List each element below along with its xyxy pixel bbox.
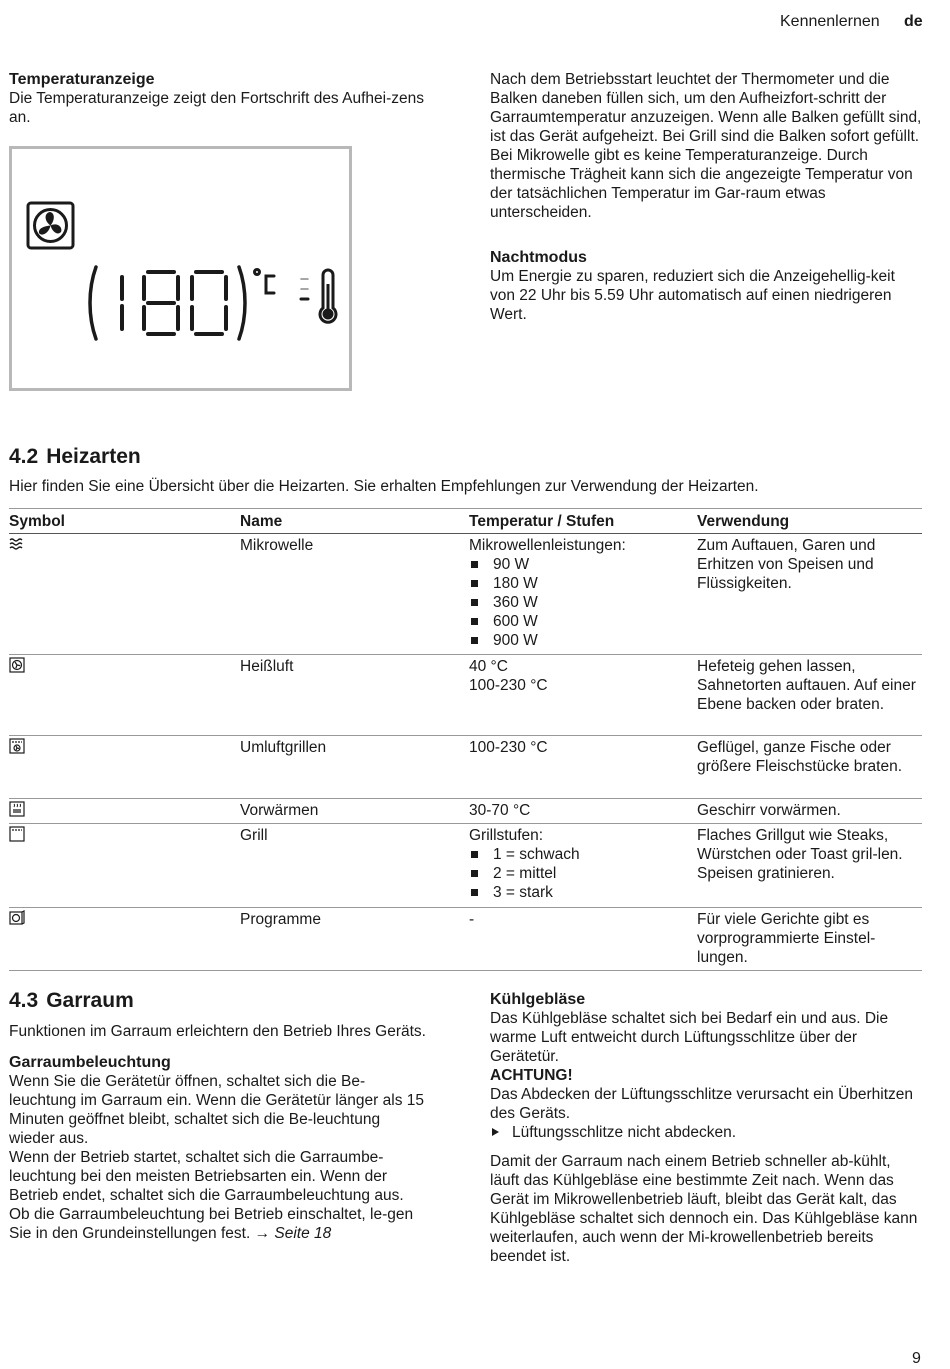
section-4-3-intro: Funktionen im Garraum erleichtern den Betrieb Ihres Geräts.	[9, 1023, 426, 1040]
display-svg	[12, 149, 349, 388]
table-header	[9, 508, 922, 534]
temp-label: Mikrowellenleistungen:	[469, 537, 626, 554]
row-temperature	[469, 738, 689, 757]
row-temperature	[469, 536, 689, 650]
fan-icon	[28, 203, 73, 248]
temp-display-section	[9, 70, 449, 127]
preheat-icon	[9, 801, 25, 817]
row-temperature	[469, 826, 689, 902]
row-usage: Hefeteig gehen lassen, Sahnetorten auftauen. Auf einer Ebene backen oder braten.	[697, 658, 916, 713]
section-4-3-heading	[9, 988, 429, 1014]
row-temperature	[469, 910, 689, 929]
row-name: Mikrowelle	[240, 537, 314, 554]
temp-display-text: Die Temperaturanzeige zeigt den Fortschrift des Aufhei-zens an.	[9, 90, 424, 126]
warning-action: Lüftungsschlitze nicht abdecken.	[490, 1123, 922, 1142]
row-name: Programme	[240, 911, 321, 928]
section-title: Garraum	[46, 989, 134, 1012]
heating-types-table	[9, 508, 922, 971]
lighting-paragraph-3	[9, 1205, 429, 1243]
table-row	[9, 534, 922, 655]
table-row	[9, 824, 922, 908]
list-item: 360 W	[469, 593, 689, 612]
cooling-fan-title: Kühlgebläse	[490, 991, 586, 1008]
temp-line: 40 °C	[469, 658, 508, 675]
row-usage: Geflügel, ganze Fische oder größere Fleischstücke braten.	[697, 739, 903, 775]
list-item: 600 W	[469, 612, 689, 631]
lighting-paragraph-1: Wenn Sie die Gerätetür öffnen, schaltet sich die Be-leuchtung im Garraum ein. Wenn die Gerätetür länger als 15 Minuten geöffnet bleibt, schaltet sich die Be-leuchtung wieder aus.	[9, 1073, 424, 1147]
microwave-icon	[9, 536, 25, 552]
header-language: de	[904, 13, 923, 30]
display-digits	[122, 272, 226, 334]
list-item: 3 = stark	[469, 883, 689, 902]
table-row	[9, 736, 922, 799]
air-grill-icon	[9, 738, 25, 754]
grill-icon	[9, 826, 25, 842]
warning-text: Das Abdecken der Lüftungsschlitze verursacht ein Überhitzen des Geräts.	[490, 1086, 914, 1122]
temp-display-explanation	[490, 70, 922, 222]
row-name: Umluftgrillen	[240, 739, 327, 756]
temperature-display-illustration	[9, 146, 352, 391]
section-4-2-intro: Hier finden Sie eine Übersicht über die Heizarten. Sie erhalten Empfehlungen zur Verwendung der Heizarten.	[9, 478, 759, 495]
table-row	[9, 799, 922, 824]
lighting-paragraph-2: Wenn der Betrieb startet, schaltet sich die Garraumbe-leuchtung bei den meisten Betriebsarten ein. Wenn der Betrieb endet, schaltet sich die Garraumbeleuchtung aus.	[9, 1149, 404, 1204]
header-usage: Verwendung	[697, 513, 790, 530]
list-item: 90 W	[469, 555, 689, 574]
section-4-2-heading	[9, 444, 141, 470]
section-number: 4.3	[9, 989, 39, 1012]
night-mode-text: Um Energie zu sparen, reduziert sich die Anzeigehellig-keit von 22 Uhr bis 5.59 Uhr automatisch auf einen niedrigeren Wert.	[490, 268, 895, 323]
list-item: 900 W	[469, 631, 689, 650]
header-section-title: Kennenlernen	[780, 13, 880, 30]
table-row	[9, 908, 922, 971]
row-name: Heißluft	[240, 658, 294, 675]
section-4-3	[9, 988, 429, 1243]
row-usage: Für viele Gerichte gibt es vorprogrammierte Einstel-lungen.	[697, 911, 876, 966]
reference-arrow: →	[254, 1225, 271, 1242]
header-name: Name	[240, 513, 283, 530]
list-item: 1 = schwach	[469, 845, 689, 864]
table-row	[9, 655, 922, 736]
section-number: 4.2	[9, 445, 39, 468]
row-usage: Flaches Grillgut wie Steaks, Würstchen oder Toast gril-len. Speisen gratinieren.	[697, 827, 903, 882]
row-name: Grill	[240, 827, 268, 844]
list-item: 180 W	[469, 574, 689, 593]
row-temperature	[469, 801, 689, 820]
warning-title: ACHTUNG!	[490, 1067, 573, 1084]
cooling-fan-section	[490, 990, 922, 1266]
row-usage: Geschirr vorwärmen.	[697, 802, 841, 819]
temp-display-title: Temperaturanzeige	[9, 71, 155, 88]
temp-line: -	[469, 911, 475, 928]
section-title: Heizarten	[46, 445, 141, 468]
list-item: 2 = mittel	[469, 864, 689, 883]
header-temperature: Temperatur / Stufen	[469, 513, 615, 530]
celsius-unit	[255, 270, 275, 294]
row-temperature	[469, 657, 689, 695]
row-usage: Zum Auftauen, Garen und Erhitzen von Speisen und Flüssigkeiten.	[697, 537, 876, 592]
thermometer-icon	[320, 270, 336, 322]
temp-line: 30-70 °C	[469, 802, 531, 819]
heating-progress-bars	[301, 279, 308, 299]
header-symbol: Symbol	[9, 513, 65, 530]
page-number: 9	[912, 1350, 921, 1367]
row-name: Vorwärmen	[240, 802, 319, 819]
temp-display-right-text: Nach dem Betriebsstart leuchtet der Thermometer und die Balken daneben füllen sich, um den Aufheizfort-schritt der Garraumtemperatur anzuzeigen. Wenn alle Balken gefüllt sind, ist das Gerät aufgeheizt. Bei Grill sind die Balken sofort gefüllt. Bei Mikrowelle gibt es keine Temperaturanzeige. Durch thermische Trägheit kann sich die angezeigte Temperatur von der tatsächlichen Temperatur im Gar-raum etwas unterscheiden.	[490, 71, 922, 221]
night-mode-section	[490, 248, 922, 324]
lighting-title: Garraumbeleuchtung	[9, 1054, 171, 1071]
temp-label: Grillstufen:	[469, 827, 544, 844]
temp-line: 100-230 °C	[469, 739, 548, 756]
night-mode-title: Nachtmodus	[490, 249, 587, 266]
cooling-fan-paragraph-1: Das Kühlgebläse schaltet sich bei Bedarf ein und aus. Die warme Luft entweicht durch Lüftungsschlitze über der Gerätetür.	[490, 1010, 889, 1065]
programs-icon	[9, 910, 25, 926]
hot-air-icon	[9, 657, 25, 673]
cooling-fan-paragraph-2: Damit der Garraum nach einem Betrieb schneller ab-kühlt, läuft das Kühlgebläse eine bestimmte Zeit nach. Wenn das Gerät im Mikrowellenbetrieb läuft, bleibt das Gerät kalt, das Kühlgebläse schaltet sich dennoch ein. Das Kühlgebläse kann weiterlaufen, auch wenn der Mi-krowellenbetrieb bereits beendet ist.	[490, 1153, 918, 1265]
page-reference-link[interactable]: Seite 18	[274, 1225, 332, 1242]
lighting-p3-text: Ob die Garraumbeleuchtung bei Betrieb einschaltet, le-gen Sie in den Grundeinstellungen fest.	[9, 1206, 414, 1242]
temp-line: 100-230 °C	[469, 677, 548, 694]
